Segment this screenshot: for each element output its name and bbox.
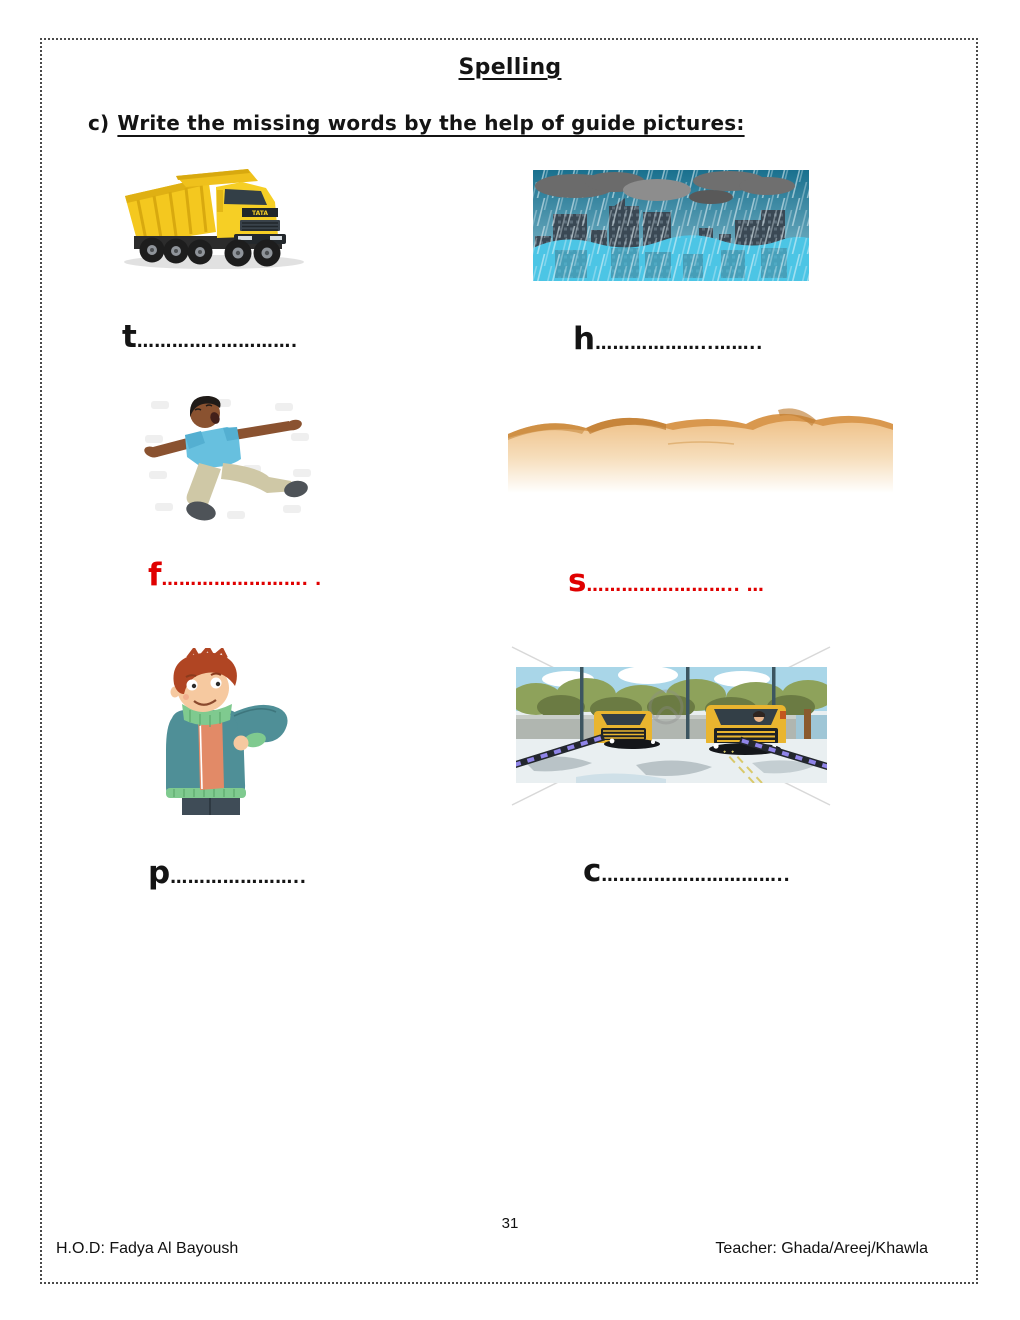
answer-prompt-sand — [568, 563, 765, 599]
answer-prompt-truck — [122, 319, 298, 355]
flooded-road-image — [510, 645, 832, 807]
guide-letter: f — [148, 557, 162, 593]
footer-hod: H.O.D: Fadya Al Bayoush — [56, 1240, 239, 1257]
footer — [56, 1240, 928, 1258]
guide-letter: h — [573, 321, 596, 357]
answer-prompt-jacket — [148, 855, 307, 891]
dump-truck-image — [118, 160, 308, 272]
footer-teacher: Teacher: Ghada/Areej/Khawla — [715, 1240, 928, 1257]
heavy-rain-image — [533, 170, 809, 281]
guide-letter: p — [148, 855, 171, 891]
instruction-line — [88, 111, 745, 135]
answer-prompt-crossing — [583, 853, 791, 889]
page-title — [0, 55, 1020, 80]
putting-on-jacket-image — [142, 648, 293, 815]
answer-prompt-rain — [573, 321, 763, 357]
answer-prompt-fall — [148, 557, 322, 593]
instruction-prefix: c) — [88, 111, 110, 135]
dotted-line: …………..…………. — [136, 332, 298, 352]
page-number: 31 — [501, 1215, 519, 1232]
falling-boy-image — [143, 395, 315, 523]
guide-letter: s — [568, 563, 587, 599]
dotted-line: …………………….. … — [586, 576, 765, 596]
dotted-line: ……………………. . — [161, 570, 322, 590]
dotted-line: ………………..…….. — [595, 334, 763, 354]
guide-letter: t — [122, 319, 137, 355]
guide-letter: c — [583, 853, 602, 889]
svg-text:TATA: TATA — [251, 210, 269, 217]
page-title-text: Spelling — [458, 55, 562, 80]
dotted-line: ………………………….. — [601, 866, 791, 886]
dotted-line: ………………….. — [170, 868, 307, 888]
instruction-text: Write the missing words by the help of guide pictures: — [117, 111, 745, 135]
sand-dunes-image — [508, 400, 893, 493]
